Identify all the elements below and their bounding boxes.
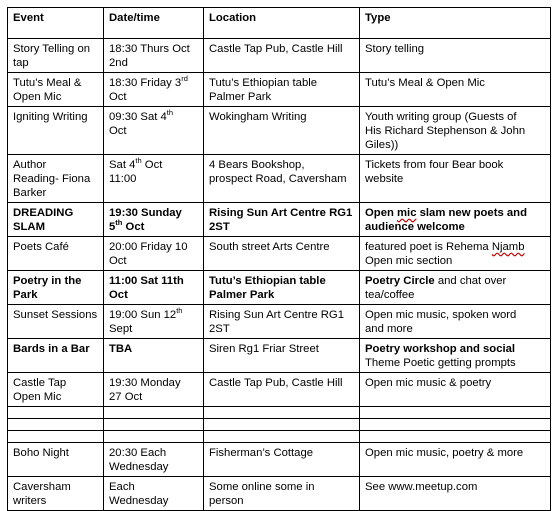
date-cell <box>104 305 204 339</box>
type-text: Open mic music & poetry <box>365 377 492 389</box>
location-cell <box>204 339 360 373</box>
event-cell <box>8 155 104 203</box>
header-type: Type <box>360 8 551 39</box>
type-text: His Richard Stephenson & John <box>365 125 526 137</box>
date-text: Oct <box>109 255 127 267</box>
empty-cell <box>360 407 551 419</box>
location-text: Some online some in <box>209 481 315 493</box>
table-row <box>8 443 551 477</box>
event-cell <box>8 339 104 373</box>
table-row <box>8 339 551 373</box>
empty-cell <box>104 419 204 431</box>
date-text: Wednesday <box>109 495 169 507</box>
empty-cell <box>204 407 360 419</box>
type-text: Giles)) <box>365 139 399 151</box>
empty-cell <box>360 419 551 431</box>
events-table <box>7 7 551 511</box>
date-text: 19:30 Sunday <box>109 207 182 219</box>
type-text: Open mic section <box>365 255 453 267</box>
type-text-part: slam new poets and <box>416 207 527 219</box>
type-text-part: Open <box>365 207 398 219</box>
date-cell <box>104 203 204 237</box>
table-row <box>8 237 551 271</box>
type-text: Open mic music, spoken word <box>365 309 517 321</box>
location-cell <box>204 155 360 203</box>
event-cell <box>8 373 104 407</box>
date-cell <box>104 443 204 477</box>
type-text: Poetry workshop and social <box>365 343 516 355</box>
location-text: Rising Sun Art Centre RG1 <box>209 309 344 321</box>
event-cell <box>8 39 104 73</box>
event-text: Boho Night <box>13 447 69 459</box>
date-cell <box>104 155 204 203</box>
header-event: Event <box>8 8 104 39</box>
date-text: 27 Oct <box>109 391 143 403</box>
location-text: Siren Rg1 Friar Street <box>209 343 319 355</box>
location-cell <box>204 373 360 407</box>
event-cell <box>8 237 104 271</box>
table-row <box>8 155 551 203</box>
location-text: prospect Road, Caversham <box>209 173 347 185</box>
date-cell <box>104 39 204 73</box>
type-cell <box>360 237 551 271</box>
empty-cell <box>204 419 360 431</box>
location-cell <box>204 443 360 477</box>
location-cell <box>204 271 360 305</box>
location-cell <box>204 73 360 107</box>
location-text: 4 Bears Bookshop, <box>209 159 305 171</box>
event-cell <box>8 107 104 155</box>
date-cell <box>104 237 204 271</box>
date-cell <box>104 339 204 373</box>
date-text-part: 09:30 Sat 4 <box>109 111 167 123</box>
date-text <box>109 220 199 234</box>
location-text: Wokingham Writing <box>209 111 307 123</box>
date-text-part: 18:30 Friday 3 <box>109 77 182 89</box>
event-text: Barker <box>13 187 47 199</box>
event-cell <box>8 443 104 477</box>
empty-cell <box>204 431 360 443</box>
location-text: person <box>209 495 244 507</box>
date-cell <box>104 373 204 407</box>
type-cell <box>360 155 551 203</box>
date-ordinal: th <box>135 156 142 166</box>
date-text <box>109 76 199 90</box>
location-text: Castle Tap Pub, Castle Hill <box>209 43 343 55</box>
spellcheck-word: mic <box>397 207 417 219</box>
location-text: Tutu’s Ethiopian table <box>209 275 326 287</box>
type-cell <box>360 477 551 511</box>
location-text: Palmer Park <box>209 289 275 301</box>
date-text: Oct <box>109 91 127 103</box>
empty-cell <box>8 407 104 419</box>
event-cell <box>8 73 104 107</box>
date-text: Wednesday <box>109 461 169 473</box>
date-text: 11:00 Sat 11th <box>109 275 184 287</box>
location-text: Rising Sun Art Centre RG1 <box>209 207 353 219</box>
event-cell <box>8 271 104 305</box>
event-cell <box>8 305 104 339</box>
date-text: 20:30 Each <box>109 447 167 459</box>
event-text: Open Mic <box>13 391 62 403</box>
type-text <box>365 274 546 288</box>
date-ordinal: th <box>166 108 174 118</box>
location-text: Fisherman’s Cottage <box>209 447 314 459</box>
event-text: SLAM <box>13 221 46 233</box>
location-text: Palmer Park <box>209 91 272 103</box>
table-row <box>8 305 551 339</box>
type-text: audience welcome <box>365 221 465 233</box>
empty-cell <box>8 419 104 431</box>
empty-row <box>8 419 551 431</box>
date-text <box>109 158 199 172</box>
date-text-part: Oct <box>122 221 145 233</box>
table-row <box>8 373 551 407</box>
type-cell <box>360 373 551 407</box>
event-cell <box>8 203 104 237</box>
type-text: See www.meetup.com <box>365 481 478 493</box>
date-text <box>109 308 199 322</box>
empty-cell <box>8 431 104 443</box>
date-text-part: Sat 4 <box>109 159 136 171</box>
date-cell <box>104 73 204 107</box>
header-date-time: Date/time <box>104 8 204 39</box>
date-text: TBA <box>109 343 133 355</box>
date-text: Oct <box>109 125 127 137</box>
type-cell <box>360 39 551 73</box>
date-cell <box>104 271 204 305</box>
date-text: 11:00 <box>109 173 137 185</box>
location-text: 2ST <box>209 221 230 233</box>
type-text: and more <box>365 323 413 335</box>
event-text: Igniting Writing <box>13 111 88 123</box>
date-text-part: 19:00 Sun 12 <box>109 309 177 321</box>
event-text: Bards in a Bar <box>13 343 90 355</box>
date-cell <box>104 477 204 511</box>
type-text-part: Poetry Circle <box>365 275 435 287</box>
type-text: Youth writing group (Guests of <box>365 111 517 123</box>
location-text: South street Arts Centre <box>209 241 330 253</box>
type-cell <box>360 203 551 237</box>
location-cell <box>204 39 360 73</box>
table-row <box>8 107 551 155</box>
date-text: 18:30 Thurs Oct <box>109 43 190 55</box>
type-cell <box>360 73 551 107</box>
empty-row <box>8 407 551 419</box>
type-cell <box>360 107 551 155</box>
location-cell <box>204 477 360 511</box>
date-text-part: Oct <box>141 159 163 171</box>
type-cell <box>360 305 551 339</box>
date-text <box>109 110 199 124</box>
location-text: Castle Tap Pub, Castle Hill <box>209 377 343 389</box>
header-row <box>8 8 551 39</box>
event-text: Open Mic <box>13 91 62 103</box>
type-text: Theme Poetic getting prompts <box>365 357 516 369</box>
date-text: 2nd <box>109 57 128 69</box>
event-text: Castle Tap <box>13 377 67 389</box>
date-text: Sept <box>109 323 133 335</box>
date-text-part: 5 <box>109 221 116 233</box>
location-cell <box>204 305 360 339</box>
location-cell <box>204 203 360 237</box>
event-text: Sunset Sessions <box>13 309 98 321</box>
empty-row <box>8 431 551 443</box>
date-ordinal: th <box>115 218 123 228</box>
event-text: Park <box>13 289 38 301</box>
empty-cell <box>104 431 204 443</box>
type-text: Tutu’s Meal & Open Mic <box>365 77 485 89</box>
type-text-part: featured poet is Rehema <box>365 241 492 253</box>
location-cell <box>204 237 360 271</box>
event-text: Tutu’s Meal & <box>13 77 82 89</box>
event-text: tap <box>13 57 29 69</box>
event-text: Poetry in the <box>13 275 82 287</box>
type-cell <box>360 271 551 305</box>
date-text: 20:00 Friday 10 <box>109 241 188 253</box>
location-text: 2ST <box>209 323 230 335</box>
date-ordinal: th <box>176 306 183 316</box>
type-cell <box>360 339 551 373</box>
table-row <box>8 477 551 511</box>
event-text: Author <box>13 159 47 171</box>
date-cell <box>104 107 204 155</box>
type-text: website <box>365 173 404 185</box>
event-text: writers <box>13 495 47 507</box>
table-row <box>8 271 551 305</box>
empty-cell <box>360 431 551 443</box>
events-table-container <box>7 7 551 511</box>
event-cell <box>8 477 104 511</box>
event-text: DREADING <box>13 207 74 219</box>
event-text: Poets Café <box>13 241 69 253</box>
type-text <box>365 240 546 254</box>
date-text: Oct <box>109 289 128 301</box>
spellcheck-word: Njamb <box>491 241 525 253</box>
type-text-part: and chat over <box>434 275 507 287</box>
event-text: Caversham <box>13 481 71 493</box>
event-text: Story Telling on <box>13 43 91 55</box>
location-text: Tutu’s Ethiopian table <box>209 77 318 89</box>
event-text: Reading- Fiona <box>13 173 91 185</box>
type-text <box>365 206 546 220</box>
location-cell <box>204 107 360 155</box>
type-text: Tickets from four Bear book <box>365 159 504 171</box>
date-text: 19:30 Monday <box>109 377 181 389</box>
date-ordinal: rd <box>181 74 188 84</box>
table-row <box>8 39 551 73</box>
table-row <box>8 203 551 237</box>
type-text: Open mic music, poetry & more <box>365 447 524 459</box>
date-text: Each <box>109 481 135 493</box>
type-text: tea/coffee <box>365 289 415 301</box>
type-cell <box>360 443 551 477</box>
empty-cell <box>104 407 204 419</box>
header-location: Location <box>204 8 360 39</box>
table-row <box>8 73 551 107</box>
type-text: Story telling <box>365 43 425 55</box>
